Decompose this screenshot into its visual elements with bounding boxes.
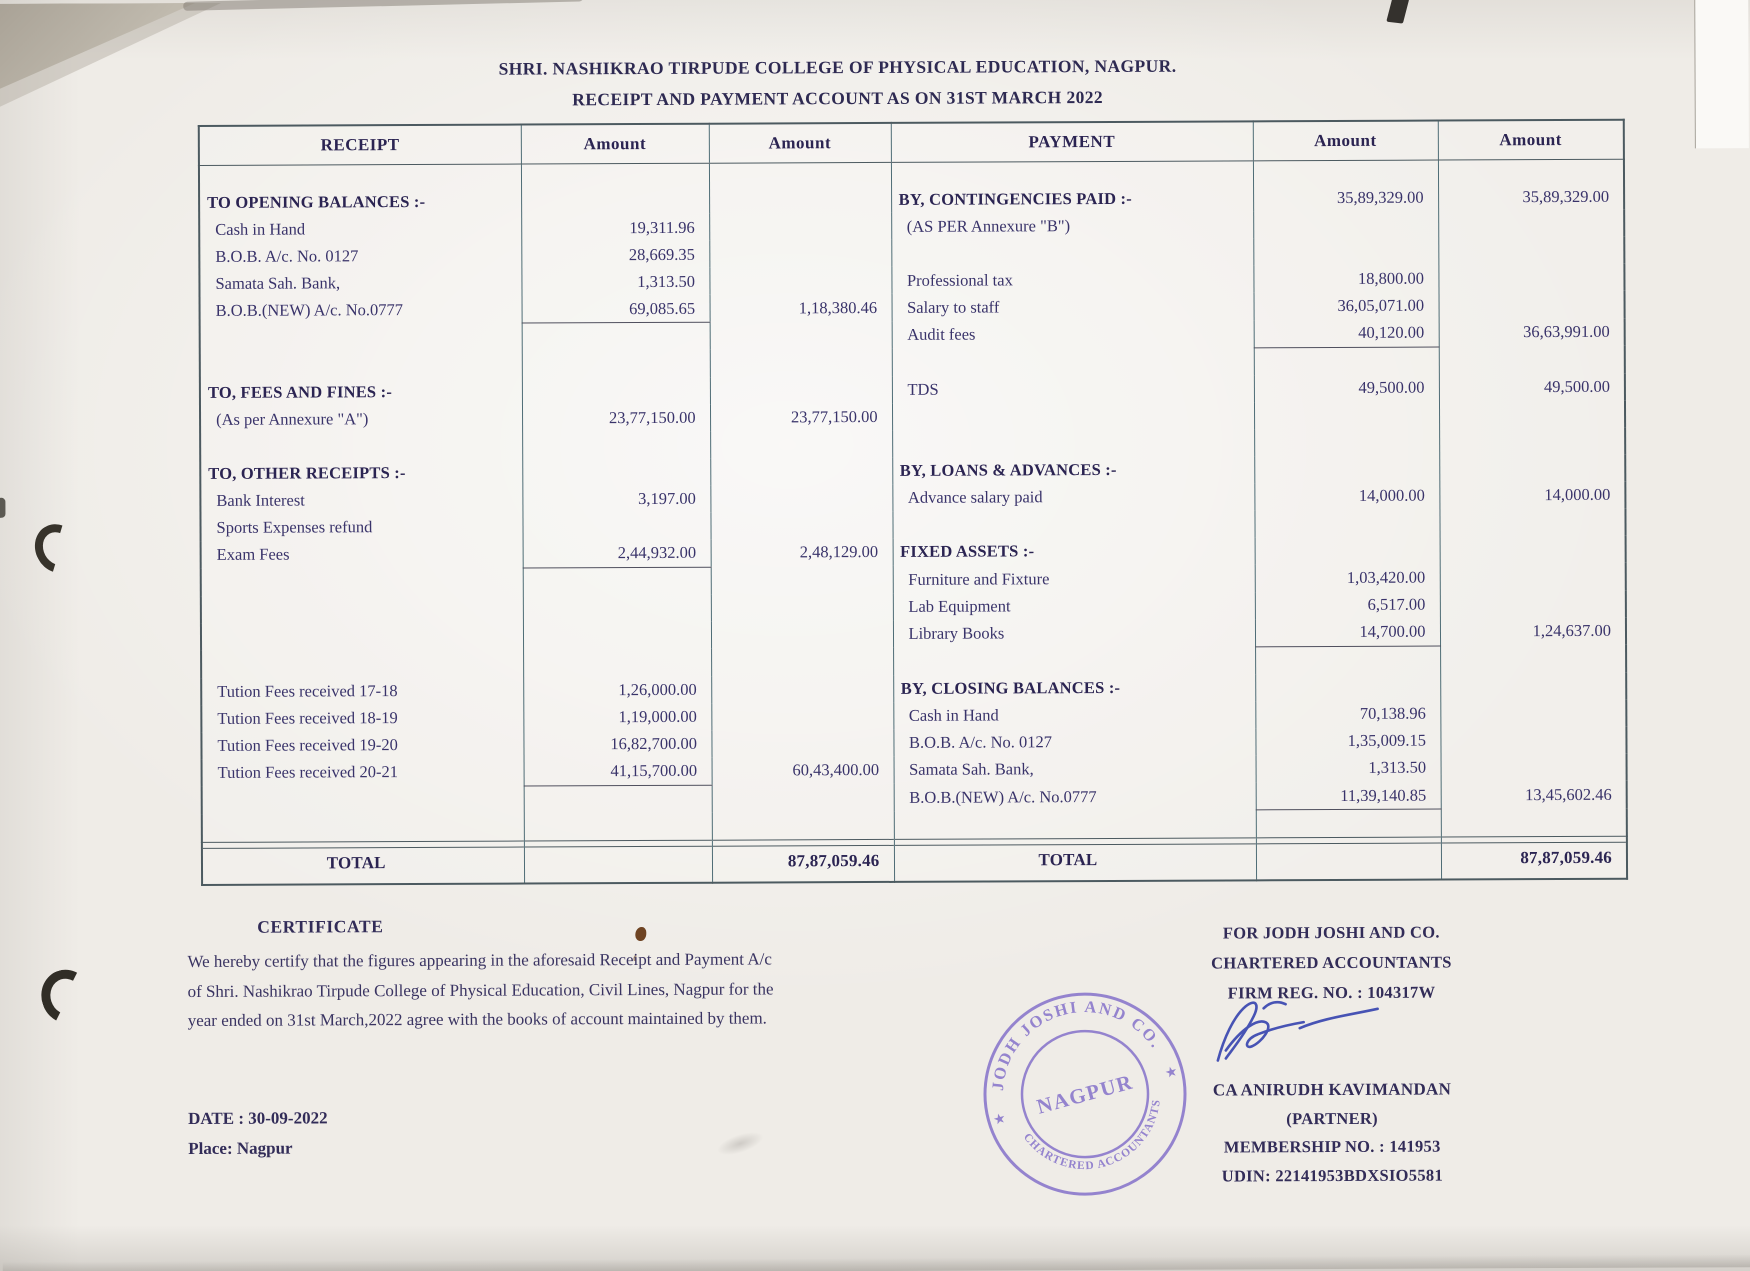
scan-smudge xyxy=(715,1128,766,1160)
amount-cell xyxy=(711,648,893,676)
amount-cell xyxy=(1438,264,1624,292)
particulars-cell xyxy=(892,429,1254,458)
amount-cell xyxy=(523,649,711,677)
particulars-cell: Tution Fees received 19-20 xyxy=(217,735,398,755)
amount-cell xyxy=(711,620,893,648)
amount-cell xyxy=(1438,237,1624,265)
header-amount-3: Amount xyxy=(1253,121,1438,161)
amount-cell xyxy=(1440,699,1626,727)
amount-cell xyxy=(522,350,710,378)
particulars-cell xyxy=(892,347,1254,376)
amount-cell: 18,800.00 xyxy=(1253,265,1438,293)
amount-cell xyxy=(1254,347,1439,375)
particulars-cell: Samata Sah. Bank, xyxy=(894,755,1256,784)
scan-paper-edge xyxy=(183,0,583,11)
firm-reg-no: FIRM REG. NO. : 104317W xyxy=(1227,982,1436,1003)
amount-cell: 1,18,380.46 xyxy=(710,294,892,322)
amount-cell xyxy=(709,213,891,241)
amount-cell xyxy=(710,484,892,512)
place-label: Place: Nagpur xyxy=(188,1138,293,1159)
header-amount-1: Amount xyxy=(521,124,709,164)
amount-cell xyxy=(1440,645,1626,673)
particulars-cell: BY, LOANS & ADVANCES :- xyxy=(892,456,1254,485)
particulars-cell: B.O.B.(NEW) A/c. No.0777 xyxy=(215,299,404,320)
certificate-line-2: of Shri. Nashikrao Tirpude College of Physical Education, Civil Lines, Nagpur for the xyxy=(187,978,774,1001)
particulars-cell: Tution Fees received 20-21 xyxy=(217,762,399,783)
amount-cell: 2,44,932.00 xyxy=(523,539,711,567)
particulars-cell: B.O.B. A/c. No. 0127 xyxy=(893,728,1255,757)
amount-cell xyxy=(710,376,892,404)
title-line-1: SHRI. NASHIKRAO TIRPUDE COLLEGE OF PHYSICAL EDUCATION, NAGPUR. xyxy=(498,55,1177,79)
amount-cell xyxy=(1254,509,1439,537)
total-amount-right: 87,87,059.46 xyxy=(1441,836,1627,879)
particulars-cell: TO, OTHER RECEIPTS :- xyxy=(208,463,406,483)
amount-cell xyxy=(712,784,894,812)
amount-cell xyxy=(710,349,892,377)
particulars-cell: FIXED ASSETS :- xyxy=(893,537,1255,566)
firm-type: CHARTERED ACCOUNTANTS xyxy=(1211,952,1452,973)
amount-cell xyxy=(710,511,892,539)
document-title xyxy=(397,50,1277,116)
header-receipt: RECEIPT xyxy=(199,125,521,166)
particulars-cell: Salary to staff xyxy=(892,292,1254,321)
amount-cell: 1,03,420.00 xyxy=(1255,564,1440,592)
amount-cell: 19,311.96 xyxy=(521,214,709,242)
particulars-cell: BY, CLOSING BALANCES :- xyxy=(893,674,1255,703)
amount-cell xyxy=(711,729,893,757)
stamp-center-text: NAGPUR xyxy=(1034,1069,1136,1119)
amount-cell: 6,517.00 xyxy=(1255,591,1440,619)
amount-cell: 60,43,400.00 xyxy=(712,756,894,784)
amount-cell xyxy=(522,431,710,459)
amount-cell xyxy=(1440,563,1626,591)
amount-cell xyxy=(522,512,710,540)
amount-cell: 49,500.00 xyxy=(1254,374,1439,402)
particulars-cell: B.O.B.(NEW) A/c. No.0777 xyxy=(894,782,1256,811)
amount-cell xyxy=(711,593,893,621)
header-amount-4: Amount xyxy=(1438,120,1624,160)
total-amount-left: 87,87,059.46 xyxy=(712,839,894,882)
amount-cell: 36,63,991.00 xyxy=(1439,318,1625,346)
ink-speck xyxy=(635,927,646,941)
particulars-cell xyxy=(202,786,524,815)
particulars-cell: Exam Fees xyxy=(216,544,290,565)
amount-cell: 1,26,000.00 xyxy=(523,676,711,704)
amount-cell: 14,000.00 xyxy=(1439,481,1625,509)
particulars-cell: B.O.B. A/c. No. 0127 xyxy=(215,245,359,266)
particulars-cell xyxy=(891,238,1253,267)
amount-cell: 69,085.65 xyxy=(522,295,710,323)
particulars-cell: Samata Sah. Bank, xyxy=(215,272,341,293)
particulars-cell xyxy=(201,650,523,679)
amount-cell: 16,82,700.00 xyxy=(523,730,711,758)
amount-cell: 23,77,150.00 xyxy=(522,404,710,432)
particulars-cell xyxy=(200,323,522,352)
ca-round-stamp xyxy=(970,979,1201,1210)
amount-cell xyxy=(711,675,893,703)
amount-cell xyxy=(521,163,709,214)
particulars-cell xyxy=(892,402,1254,431)
table-row xyxy=(199,159,1624,216)
amount-cell xyxy=(1440,672,1626,700)
amount-cell: 35,89,329.00 xyxy=(1438,159,1624,210)
particulars-cell: TO, FEES AND FINES :- xyxy=(207,382,393,402)
receipt-payment-table xyxy=(198,119,1628,886)
certificate-heading: CERTIFICATE xyxy=(257,916,384,937)
amount-cell xyxy=(1441,808,1627,837)
scan-edge-right xyxy=(1694,0,1749,148)
firm-name: FOR JODH JOSHI AND CO. xyxy=(1222,922,1440,943)
total-empty-2 xyxy=(1256,837,1441,880)
title-line-2: RECEIPT AND PAYMENT ACCOUNT AS ON 31ST MARCH 2022 xyxy=(572,87,1104,110)
scan-crease-mark-2 xyxy=(34,963,98,1030)
amount-cell xyxy=(522,458,710,486)
amount-cell xyxy=(1440,726,1626,754)
total-empty-1 xyxy=(524,840,712,883)
amount-cell xyxy=(710,457,892,485)
amount-cell xyxy=(1440,535,1626,563)
amount-cell: 14,000.00 xyxy=(1254,482,1439,510)
particulars-cell xyxy=(200,432,522,460)
stamp-arc-top-text: JODH JOSHI AND CO. xyxy=(987,996,1167,1092)
particulars-cell xyxy=(202,813,524,842)
amount-cell xyxy=(1254,428,1439,456)
amount-cell: 35,89,329.00 xyxy=(1253,160,1438,211)
stamp-star-left: ★ xyxy=(991,1111,1008,1129)
amount-cell xyxy=(1440,590,1626,618)
amount-cell: 23,77,150.00 xyxy=(710,403,892,431)
amount-cell xyxy=(709,267,891,295)
header-amount-2: Amount xyxy=(709,123,891,163)
amount-cell xyxy=(522,322,710,350)
amount-cell: 1,35,009.15 xyxy=(1255,727,1440,755)
table-body xyxy=(199,159,1627,842)
partner-name: CA ANIRUDH KAVIMANDAN xyxy=(1212,1079,1452,1100)
particulars-cell: Library Books xyxy=(893,619,1255,648)
scan-mark-top-right xyxy=(1386,0,1409,24)
table-header-row xyxy=(199,120,1624,166)
amount-cell: 14,700.00 xyxy=(1255,618,1440,646)
amount-cell: 49,500.00 xyxy=(1439,373,1625,401)
amount-cell xyxy=(1254,401,1439,429)
particulars-cell: Professional tax xyxy=(891,265,1253,294)
particulars-cell: Bank Interest xyxy=(216,490,305,510)
amount-cell xyxy=(1439,454,1625,482)
total-label-left: TOTAL xyxy=(202,841,524,885)
amount-cell xyxy=(1253,238,1438,266)
particulars-cell: Advance salary paid xyxy=(892,483,1254,512)
particulars-cell: Lab Equipment xyxy=(893,592,1255,621)
particulars-cell: (As per Annexure "A") xyxy=(216,409,369,429)
amount-cell xyxy=(522,377,710,405)
udin: UDIN: 22141953BDXSIO5581 xyxy=(1221,1165,1444,1185)
amount-cell xyxy=(1255,646,1440,674)
particulars-cell xyxy=(893,646,1255,675)
amount-cell xyxy=(524,785,712,813)
particulars-cell: TDS xyxy=(892,375,1254,404)
particulars-cell: Tution Fees received 17-18 xyxy=(217,681,398,701)
amount-cell xyxy=(1254,455,1439,483)
partner-role: (PARTNER) xyxy=(1286,1108,1378,1128)
amount-cell xyxy=(710,430,892,458)
particulars-cell: Tution Fees received 18-19 xyxy=(217,708,398,728)
amount-cell xyxy=(711,702,893,730)
amount-cell xyxy=(1253,211,1438,239)
amount-cell xyxy=(1439,400,1625,428)
certificate-text xyxy=(187,944,903,1036)
amount-cell xyxy=(524,812,712,841)
amount-cell xyxy=(711,566,893,594)
amount-cell xyxy=(709,162,891,213)
total-label-right: TOTAL xyxy=(894,838,1256,882)
scan-edge-nub xyxy=(0,498,5,518)
total-row xyxy=(202,836,1627,885)
amount-cell: 1,313.50 xyxy=(1256,754,1441,782)
amount-cell: 28,669.35 xyxy=(521,241,709,269)
amount-cell xyxy=(1439,291,1625,319)
amount-cell xyxy=(1439,508,1625,536)
particulars-cell: Cash in Hand xyxy=(215,218,306,239)
amount-cell: 41,15,700.00 xyxy=(524,757,712,785)
particulars-cell: Audit fees xyxy=(892,320,1254,349)
amount-cell: 1,19,000.00 xyxy=(523,703,711,731)
amount-cell xyxy=(709,240,891,268)
amount-cell: 70,138.96 xyxy=(1255,700,1440,728)
particulars-cell xyxy=(201,595,523,623)
amount-cell: 40,120.00 xyxy=(1254,319,1439,347)
particulars-cell: Sports Expenses refund xyxy=(216,517,373,537)
amount-cell xyxy=(1255,673,1440,701)
amount-cell: 3,197.00 xyxy=(522,485,710,513)
scan-edge-bottom xyxy=(3,1254,1750,1271)
scan-crease-mark-1 xyxy=(26,516,88,581)
amount-cell xyxy=(1256,809,1441,838)
particulars-cell: BY, CONTINGENCIES PAID :- xyxy=(891,161,1253,213)
amount-cell: 2,48,129.00 xyxy=(711,538,893,566)
amount-cell: 36,05,071.00 xyxy=(1254,292,1439,320)
amount-cell: 13,45,602.46 xyxy=(1441,781,1627,809)
date-place-block xyxy=(188,1103,328,1164)
particulars-cell: TO OPENING BALANCES :- xyxy=(207,191,426,212)
amount-cell xyxy=(1441,753,1627,781)
date-label: DATE : 30-09-2022 xyxy=(188,1108,328,1129)
particulars-cell xyxy=(201,568,523,597)
amount-cell xyxy=(712,811,894,840)
particulars-cell: (AS PER Annexure "B") xyxy=(891,211,1253,240)
amount-cell xyxy=(710,321,892,349)
amount-cell xyxy=(523,621,711,649)
amount-cell: 1,313.50 xyxy=(521,268,709,296)
amount-cell xyxy=(1439,346,1625,374)
amount-cell: 1,24,637.00 xyxy=(1440,617,1626,645)
particulars-cell xyxy=(892,510,1254,539)
particulars-cell: Furniture and Fixture xyxy=(893,564,1255,593)
particulars-cell xyxy=(201,622,523,651)
stamp-arc-bottom-text: CHARTERED ACCOUNTANTS xyxy=(1020,1098,1163,1173)
header-payment: PAYMENT xyxy=(891,121,1253,162)
amount-cell: 11,39,140.85 xyxy=(1256,782,1441,810)
receipt-payment-table-wrap xyxy=(198,119,1628,886)
particulars-cell: Cash in Hand xyxy=(893,701,1255,730)
certificate-line-1: We hereby certify that the figures appearing in the aforesaid Receipt and Payment A/c xyxy=(187,949,772,972)
particulars-cell xyxy=(200,351,522,380)
certificate-line-3: year ended on 31st March,2022 agree with the books of account maintained by them. xyxy=(187,1008,767,1031)
particulars-cell xyxy=(894,810,1256,840)
membership-no: MEMBERSHIP NO. : 141953 xyxy=(1223,1136,1441,1157)
amount-cell xyxy=(523,567,711,595)
signature-scrawl xyxy=(1200,994,1410,1080)
amount-cell xyxy=(1439,427,1625,455)
amount-cell xyxy=(523,594,711,622)
amount-cell xyxy=(1438,210,1624,238)
amount-cell xyxy=(1255,536,1440,564)
stamp-star-right: ★ xyxy=(1163,1064,1180,1082)
